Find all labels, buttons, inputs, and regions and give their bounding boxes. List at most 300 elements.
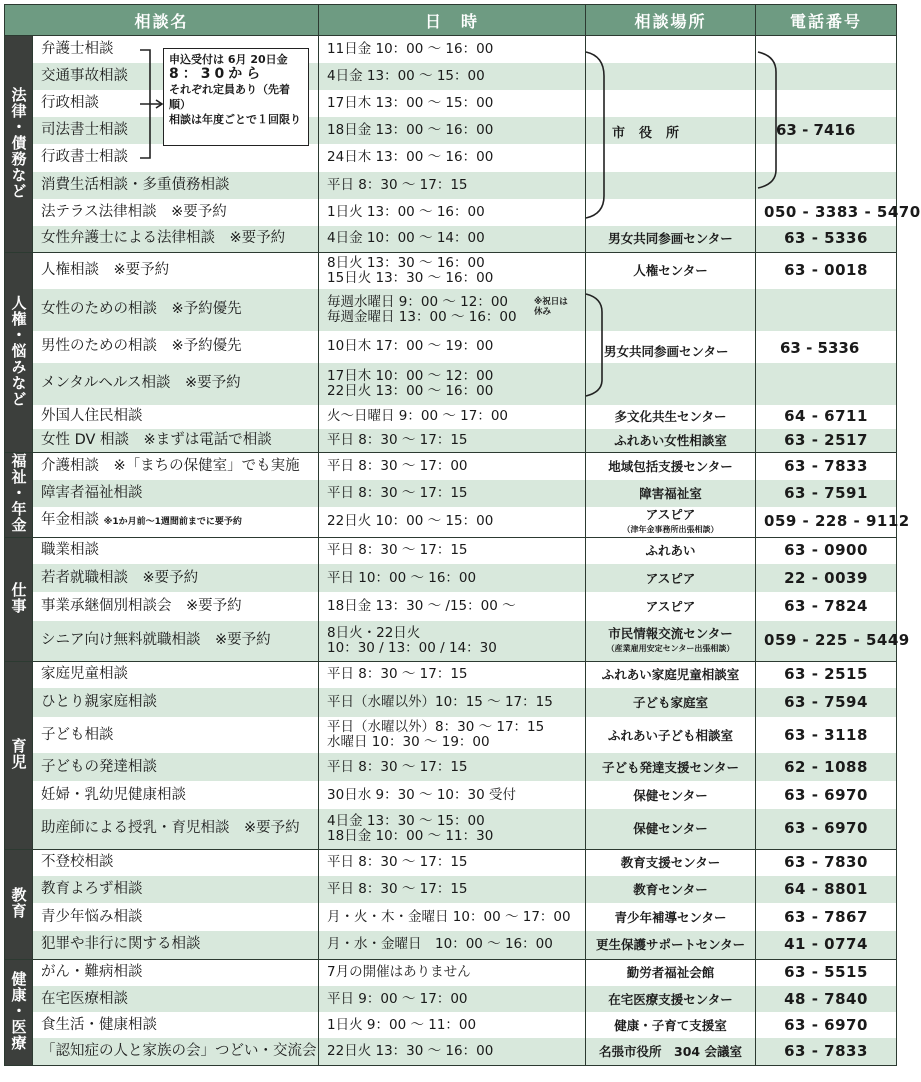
phone-number: 63 - 0900 — [756, 537, 897, 564]
place-text: 市民情報交流センター — [608, 625, 733, 641]
name-text: 青少年悩み相談 — [41, 908, 143, 925]
name-text: 弁護士相談 — [41, 40, 114, 57]
consultation-datetime — [319, 537, 586, 564]
datetime-line: 毎週水曜日 9：00 ～ 12：00 — [327, 293, 509, 310]
phone-number — [756, 144, 897, 172]
consultation-place — [586, 959, 756, 986]
place-text: 勤労者福祉会館 — [626, 965, 715, 981]
header-tel: 電話番号 — [756, 5, 897, 36]
name-text: 女性のための相談 ※予約優先 — [41, 301, 242, 317]
datetime-line: 1日火 13：00 ～ 16：00 — [327, 203, 485, 220]
phone-number: 63 - 2517 — [756, 429, 897, 453]
consultation-datetime — [319, 688, 586, 717]
consultation-table — [4, 4, 921, 1066]
category-label — [5, 453, 33, 538]
datetime-line: 11日金 10：00 ～ 16：00 — [327, 40, 494, 57]
datetime-line: 22日火 13：00 ～ 16：00 — [327, 382, 494, 399]
phone-number: 63 - 7833 — [756, 1038, 897, 1065]
consultation-datetime — [319, 931, 586, 959]
consultation-place — [586, 507, 756, 538]
consultation-place — [586, 849, 756, 876]
consultation-datetime — [319, 363, 586, 405]
table-row — [5, 564, 897, 592]
consultation-place — [586, 90, 756, 117]
table-row — [5, 480, 897, 507]
table-row — [5, 537, 897, 564]
datetime-line: 平日 8：30 ～ 17：15 — [327, 666, 468, 683]
phone-number: 63 - 7591 — [756, 480, 897, 507]
table-row — [5, 959, 897, 986]
name-text: 職業相談 — [41, 542, 99, 559]
name-note: ※1か月前～1週間前までに要予約 — [103, 517, 242, 527]
consultation-datetime — [319, 253, 586, 289]
datetime-line: 18日金 13：30 ～ /15：00 ～ — [327, 598, 516, 614]
consultation-name — [33, 959, 319, 986]
place-text: アスピア — [645, 570, 696, 586]
table-row — [5, 289, 897, 331]
consultation-datetime — [319, 564, 586, 592]
consultation-place — [586, 1038, 756, 1065]
consultation-datetime — [319, 876, 586, 903]
table-row — [5, 429, 897, 453]
header-place: 相談場所 — [586, 5, 756, 36]
consultation-place — [586, 621, 756, 661]
name-text: 不登校相談 — [41, 854, 114, 871]
phone-number: 63 - 6970 — [756, 1012, 897, 1038]
place-text: 男女共同参画センター — [608, 231, 733, 247]
consultation-datetime — [319, 226, 586, 253]
consultation-datetime — [319, 903, 586, 931]
header-datetime: 日 時 — [319, 5, 586, 36]
place-text: アスピア — [645, 599, 696, 614]
place-text: ふれあい家庭児童相談室 — [601, 667, 740, 683]
phone-number — [756, 63, 897, 90]
consultation-name — [33, 876, 319, 903]
place-text: 多文化共生センター — [614, 409, 727, 424]
name-text: 食生活・健康相談 — [41, 1016, 157, 1033]
datetime-line: 平日 8：30 ～ 17：15 — [327, 758, 468, 775]
category-text: 法律・債務など — [9, 86, 28, 199]
phone-number: 63 - 3118 — [756, 717, 897, 753]
table-row — [5, 931, 897, 959]
table-row — [5, 753, 897, 781]
holiday-note-line2: 休み — [534, 307, 552, 317]
datetime-line: 10日木 17：00 ～ 19：00 — [327, 338, 494, 354]
phone-number: 64 - 6711 — [756, 405, 897, 429]
phone-number — [756, 172, 897, 199]
consultation-place — [586, 405, 756, 429]
place-note: （津年金事務所出張相談） — [622, 524, 719, 534]
phone-number — [756, 90, 897, 117]
consultation-name — [33, 849, 319, 876]
table-row — [5, 781, 897, 809]
datetime-line: 22日火 10：00 ～ 15：00 — [327, 513, 494, 529]
consultation-place — [586, 480, 756, 507]
merged-tel-danjo: 63 - 5336 — [780, 339, 860, 357]
consultation-name — [33, 144, 319, 172]
datetime-line: 水曜日 10：30 ～ 19：00 — [327, 734, 490, 750]
consultation-name — [33, 253, 319, 289]
consultation-place — [586, 564, 756, 592]
name-text: 障害者福祉相談 — [41, 484, 143, 501]
table-row — [5, 1012, 897, 1038]
consultation-place — [586, 453, 756, 480]
consultation-datetime — [319, 661, 586, 688]
name-text: 子どもの発達相談 — [41, 758, 157, 775]
consultation-place — [586, 688, 756, 717]
datetime-line: 8日火 13：30 ～ 16：00 — [327, 254, 485, 271]
category-text: 仕事 — [9, 581, 28, 614]
datetime-line: 18日金 13：00 ～ 16：00 — [327, 121, 494, 138]
header-name: 相談名 — [5, 5, 319, 36]
merged-place-danjo: 男女共同参画センター — [604, 344, 729, 359]
consultation-name — [33, 363, 319, 405]
consultation-name — [33, 1038, 319, 1065]
consultation-datetime — [319, 36, 586, 63]
datetime-line: 平日 8：30 ～ 17：15 — [327, 542, 468, 559]
place-text: 更生保護サポートセンター — [595, 937, 746, 953]
phone-number: 63 - 0018 — [756, 253, 897, 289]
datetime-line: 22日火 13：30 ～ 16：00 — [327, 1042, 494, 1059]
table-row — [5, 986, 897, 1012]
table-row — [5, 117, 897, 144]
note-line2: 8：30から — [169, 66, 265, 82]
consultation-datetime — [319, 1038, 586, 1065]
consultation-place — [586, 1012, 756, 1038]
datetime-line: 1日火 9：00 ～ 11：00 — [327, 1016, 477, 1033]
consultation-place — [586, 253, 756, 289]
datetime-line: 火～日曜日 9：00 ～ 17：00 — [327, 408, 509, 424]
consultation-name — [33, 688, 319, 717]
consultation-name — [33, 226, 319, 253]
name-text: 「認知症の人と家族の会」つどい・交流会 — [41, 1042, 317, 1059]
place-text: 保健センター — [633, 787, 708, 803]
datetime-line: 17日木 10：00 ～ 12：00 — [327, 367, 494, 384]
place-text: 名張市役所 304 会議室 — [599, 1043, 742, 1059]
consultation-place — [586, 429, 756, 453]
consultation-place — [586, 931, 756, 959]
phone-number: 62 - 1088 — [756, 753, 897, 781]
name-text: 交通事故相談 — [41, 67, 128, 84]
place-text: ふれあい女性相談室 — [614, 432, 727, 448]
consultation-place — [586, 199, 756, 226]
phone-number: 64 - 8801 — [756, 876, 897, 903]
consultation-place — [586, 986, 756, 1012]
table-row — [5, 253, 897, 289]
name-text: 女性弁護士による法律相談 ※要予約 — [41, 230, 286, 247]
name-text: 司法書士相談 — [41, 121, 128, 138]
datetime-line: 18日金 10：00 ～ 11：30 — [327, 827, 494, 844]
datetime-line: 4日金 13：00 ～ 15：00 — [327, 67, 485, 84]
category-label — [5, 537, 33, 661]
consultation-name — [33, 199, 319, 226]
consultation-name — [33, 564, 319, 592]
name-text: 家庭児童相談 — [41, 666, 128, 683]
name-text: 行政書士相談 — [41, 149, 128, 165]
note-line4: 相談は年度ごとで１回限り — [169, 113, 301, 126]
datetime-line: 4日金 10：00 ～ 14：00 — [327, 230, 485, 247]
consultation-datetime — [319, 986, 586, 1012]
consultation-place — [586, 36, 756, 63]
datetime-line: 平日 8：30 ～ 17：15 — [327, 176, 468, 193]
datetime-line: 月・火・木・金曜日 10：00 ～ 17：00 — [327, 908, 571, 925]
consultation-place — [586, 172, 756, 199]
consultation-place — [586, 537, 756, 564]
consultation-place — [586, 753, 756, 781]
merged-place-city-hall: 市役所 — [612, 126, 694, 141]
consultation-place — [586, 809, 756, 849]
place-text: 保健センター — [633, 821, 708, 837]
consultation-datetime — [319, 429, 586, 453]
name-text: 子ども相談 — [41, 726, 114, 743]
table-row — [5, 226, 897, 253]
phone-number: 63 - 7833 — [756, 453, 897, 480]
category-label — [5, 36, 33, 253]
consultation-name — [33, 289, 319, 331]
consultation-place — [586, 903, 756, 931]
phone-number: 050 - 3383 - 5470 — [756, 199, 897, 226]
note-line1: 申込受付は 6月 20日金 — [169, 53, 288, 66]
consultation-datetime — [319, 592, 586, 621]
place-text: 子ども家庭室 — [633, 695, 709, 710]
category-text: 福祉・年金 — [9, 453, 28, 534]
consultation-name — [33, 621, 319, 661]
datetime-line: 17日木 13：00 ～ 15：00 — [327, 94, 494, 111]
consultation-datetime — [319, 480, 586, 507]
phone-number: 059 - 228 - 9112 — [756, 507, 897, 538]
consultation-datetime — [319, 753, 586, 781]
consultation-datetime — [319, 144, 586, 172]
datetime-line: 平日 8：30 ～ 17：15 — [327, 854, 468, 871]
name-text: 教育よろず相談 — [41, 881, 143, 897]
consultation-place — [586, 144, 756, 172]
consultation-name — [33, 507, 319, 538]
table-row — [5, 90, 897, 117]
phone-number: 059 - 225 - 5449 — [756, 621, 897, 661]
consultation-datetime — [319, 809, 586, 849]
consultation-datetime — [319, 90, 586, 117]
table-row — [5, 849, 897, 876]
table-row — [5, 144, 897, 172]
table-row — [5, 903, 897, 931]
consultation-name — [33, 172, 319, 199]
consultation-datetime — [319, 63, 586, 90]
name-text: 年金相談 — [41, 512, 99, 528]
name-text: 外国人住民相談 — [41, 408, 143, 424]
consultation-name — [33, 931, 319, 959]
consultation-place — [586, 876, 756, 903]
category-label — [5, 959, 33, 1065]
datetime-line: 30日水 9：30 ～ 10：30 受付 — [327, 786, 516, 803]
table-row — [5, 1038, 897, 1065]
consultation-datetime — [319, 621, 586, 661]
place-text: 地域包括支援センター — [608, 458, 733, 474]
name-text: 妊婦・乳幼児健康相談 — [41, 786, 186, 803]
application-note — [163, 48, 309, 146]
name-text: 事業承継個別相談会 ※要予約 — [41, 598, 242, 614]
name-text: 行政相談 — [41, 94, 99, 111]
datetime-line: 7月の開催はありません — [327, 964, 471, 981]
consultation-place — [586, 592, 756, 621]
datetime-line: 10：30 / 13：00 / 14：30 — [327, 639, 497, 656]
category-label — [5, 661, 33, 849]
phone-number: 63 - 7830 — [756, 849, 897, 876]
consultation-name — [33, 809, 319, 849]
datetime-line: 4日金 13：30 ～ 15：00 — [327, 812, 485, 829]
phone-number: 63 - 5336 — [756, 226, 897, 253]
datetime-line: 平日 8：30 ～ 17：15 — [327, 431, 468, 448]
table-row — [5, 621, 897, 661]
consultation-name — [33, 753, 319, 781]
name-text: シニア向け無料就職相談 ※要予約 — [41, 632, 271, 649]
phone-number — [756, 289, 897, 331]
name-text: がん・難病相談 — [41, 964, 143, 981]
consultation-datetime — [319, 453, 586, 480]
table-row — [5, 507, 897, 538]
place-text: 教育センター — [633, 882, 708, 897]
consultation-datetime — [319, 781, 586, 809]
table-row — [5, 876, 897, 903]
place-text: ふれあい子ども相談室 — [608, 727, 734, 743]
consultation-name — [33, 1012, 319, 1038]
consultation-place — [586, 717, 756, 753]
datetime-line: 平日 8：30 ～ 17：15 — [327, 484, 468, 501]
phone-number: 63 - 7824 — [756, 592, 897, 621]
consultation-name — [33, 781, 319, 809]
phone-number: 41 - 0774 — [756, 931, 897, 959]
table-row — [5, 661, 897, 688]
name-text: メンタルヘルス相談 ※要予約 — [41, 375, 241, 391]
holiday-note-line1: ※祝日は — [534, 297, 568, 307]
table-row — [5, 688, 897, 717]
name-text: 犯罪や非行に関する相談 — [41, 936, 201, 953]
consultation-name — [33, 480, 319, 507]
consultation-name — [33, 429, 319, 453]
consultation-datetime — [319, 849, 586, 876]
name-text: 若者就職相談 ※要予約 — [41, 569, 199, 586]
category-text: 教育 — [9, 886, 28, 919]
table-row — [5, 717, 897, 753]
category-text: 健康・医療 — [9, 970, 28, 1051]
note-line3: それぞれ定員あり（先着順） — [169, 83, 290, 111]
datetime-line: 平日 10：00 ～ 16：00 — [327, 569, 477, 586]
holiday-note — [534, 297, 568, 317]
category-label — [5, 253, 33, 453]
consultation-place — [586, 781, 756, 809]
name-text: 女性 DV 相談 ※まずは電話で相談 — [41, 431, 272, 448]
table-row — [5, 453, 897, 480]
consultation-datetime — [319, 199, 586, 226]
phone-number: 63 - 7594 — [756, 688, 897, 717]
category-label — [5, 849, 33, 959]
table-row — [5, 363, 897, 405]
consultation-name — [33, 331, 319, 363]
place-text: 障害福祉室 — [639, 485, 702, 501]
consultation-name — [33, 537, 319, 564]
place-text: ふれあい — [645, 543, 696, 559]
place-text: 健康・子育て支援室 — [614, 1017, 727, 1033]
phone-number: 22 - 0039 — [756, 564, 897, 592]
category-text: 人権・悩みなど — [9, 295, 28, 407]
datetime-line: 平日 9：00 ～ 17：00 — [327, 990, 468, 1007]
place-text: 子ども発達支援センター — [602, 759, 740, 775]
consultation-place — [586, 289, 756, 331]
place-text: 在宅医療支援センター — [608, 991, 733, 1007]
consultation-name — [33, 592, 319, 621]
consultation-name — [33, 661, 319, 688]
consultation-place — [586, 363, 756, 405]
consultation-place — [586, 63, 756, 90]
table-row — [5, 172, 897, 199]
place-text: アスピア — [645, 506, 696, 522]
consultation-name — [33, 903, 319, 931]
phone-number: 63 - 6970 — [756, 781, 897, 809]
consultation-datetime — [319, 959, 586, 986]
category-text: 育児 — [9, 737, 28, 770]
name-text: 介護相談 ※「まちの保健室」でも実施 — [41, 457, 300, 474]
datetime-line: 8日火・22日火 — [327, 624, 421, 641]
datetime-line: 15日火 13：30 ～ 16：00 — [327, 269, 494, 286]
table-row — [5, 331, 897, 363]
datetime-line: 平日 8：30 ～ 17：15 — [327, 881, 468, 897]
consultation-datetime — [319, 1012, 586, 1038]
phone-number: 63 - 5515 — [756, 959, 897, 986]
name-text: 人権相談 ※要予約 — [41, 262, 170, 279]
consultation-datetime — [319, 172, 586, 199]
table-row — [5, 405, 897, 429]
consultation-name — [33, 405, 319, 429]
name-text: 在宅医療相談 — [41, 990, 128, 1007]
name-text: 消費生活相談・多重債務相談 — [41, 176, 230, 193]
phone-number — [756, 363, 897, 405]
datetime-line: 毎週金曜日 13：00 ～ 16：00 — [327, 308, 517, 325]
name-text: 男性のための相談 ※予約優先 — [41, 338, 242, 354]
consultation-name — [33, 986, 319, 1012]
datetime-line: 平日 8：30 ～ 17：00 — [327, 457, 468, 474]
consultation-datetime — [319, 117, 586, 144]
consultation-name — [33, 453, 319, 480]
consultation-name — [33, 717, 319, 753]
datetime-line: 平日（水曜以外）8：30 ～ 17：15 — [327, 719, 545, 735]
phone-number: 63 - 6970 — [756, 809, 897, 849]
header-row — [5, 5, 897, 36]
phone-number — [756, 36, 897, 63]
consultation-datetime — [319, 717, 586, 753]
phone-number: 63 - 7867 — [756, 903, 897, 931]
place-text: 人権センター — [633, 263, 708, 279]
table-row — [5, 63, 897, 90]
table-row — [5, 592, 897, 621]
consultation-datetime — [319, 331, 586, 363]
datetime-line: 月・水・金曜日 10：00 ～ 16：00 — [327, 936, 553, 953]
name-text: 助産師による授乳・育児相談 ※要予約 — [41, 820, 300, 837]
datetime-line: 平日（水曜以外）10：15 ～ 17：15 — [327, 694, 553, 710]
consultation-place — [586, 226, 756, 253]
merged-tel-city-hall: 63 - 7416 — [776, 121, 856, 139]
consultation-place — [586, 661, 756, 688]
phone-number: 63 - 2515 — [756, 661, 897, 688]
name-text: 法テラス法律相談 ※要予約 — [41, 203, 227, 220]
consultation-datetime — [319, 507, 586, 538]
table-row — [5, 809, 897, 849]
consultation-datetime — [319, 405, 586, 429]
place-note: （産業雇用安定センター出張相談） — [606, 643, 735, 653]
place-text: 青少年補導センター — [614, 909, 727, 925]
place-text: 教育支援センター — [620, 855, 721, 871]
name-text: ひとり親家庭相談 — [41, 694, 157, 710]
table-row — [5, 36, 897, 63]
phone-number: 48 - 7840 — [756, 986, 897, 1012]
